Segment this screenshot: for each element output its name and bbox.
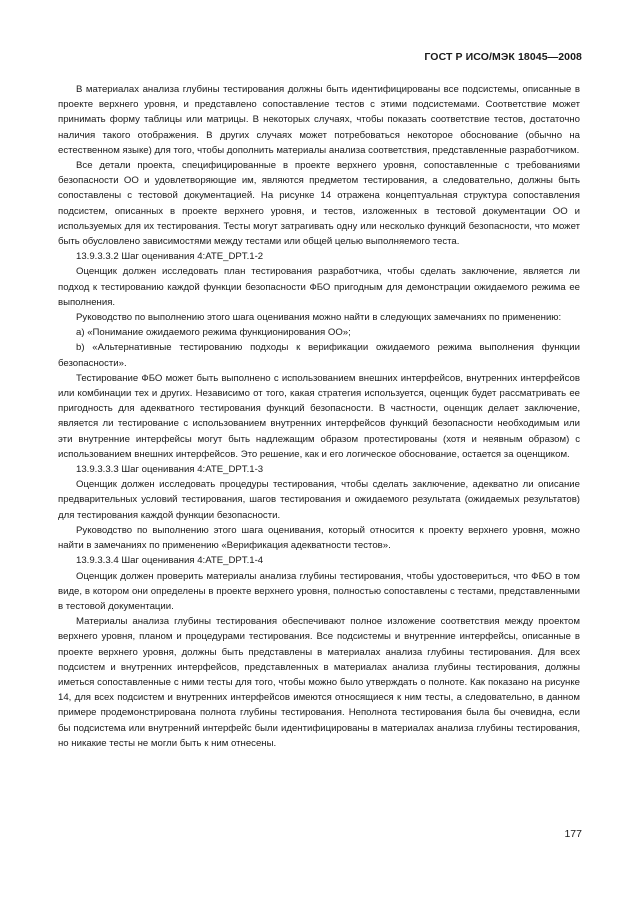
- paragraph: Материалы анализа глубины тестирования обеспечивают полное изложение соответствия между проектом верхнего уровня, планом и процедурами тестирования. Все подсистемы и внутренние интерфейсы, описанные в проекте верхнего уровня, должны быть представлены в материалах анализа глубины тестирования. Для всех подсистем и внутренних интерфейсов, представленных в материалах анализа глубины тестирования, должны иметься сопоставленные с ними тесты для того, чтобы можно было утверждать о полноте. Как показано на рисунке 14, для всех подсистем и внутренних интерфейсов имеются относящиеся к ним тесты, а следовательно, в данном примере продемонстрирована полнота глубины тестирования. Неполнота тестирования была бы очевидна, если бы подсистема или внутренний интерфейс были идентифицированы в материалах анализа глубины тестирования, но никакие тесты не могли быть к ним отнесены.: [58, 616, 580, 749]
- paragraph: Оценщик должен проверить материалы анализа глубины тестирования, чтобы удостовериться, что ФБО в том виде, в котором они определены в проекте верхнего уровня, полностью сопоставлены с тестами, представленными в тестовой документации.: [58, 570, 580, 612]
- paragraph: Оценщик должен исследовать план тестирования разработчика, чтобы сделать заключение, является ли подход к тестированию каждой функции безопасности ФБО пригодным для демонстрации ожидаемого режима ее выполнения.: [58, 266, 580, 308]
- section-heading: 13.9.3.3.4 Шаг оценивания 4:ATE_DPT.1-4: [76, 555, 264, 567]
- list-item: a) «Понимание ожидаемого режима функционирования ОО»;: [76, 327, 351, 339]
- section-heading: 13.9.3.3.2 Шаг оценивания 4:ATE_DPT.1-2: [76, 251, 264, 263]
- section-heading: 13.9.3.3.3 Шаг оценивания 4:ATE_DPT.1-3: [76, 464, 264, 476]
- list-item: b) «Альтернативные тестированию подходы к верификации ожидаемого режима выполнения функции безопасности».: [58, 342, 580, 369]
- paragraph: Оценщик должен исследовать процедуры тестирования, чтобы сделать заключение, адекватно ли описание предварительных условий тестирования, шагов тестирования и ожидаемого результата (ожидаемых результатов) для тестирования каждой функции безопасности.: [58, 479, 580, 521]
- paragraph: Тестирование ФБО может быть выполнено с использованием внешних интерфейсов, внутренних интерфейсов или комбинации тех и других. Независимо от того, какая стратегия используется, оценщик будет рассматривать ее пригодность для адекватного тестирования функций безопасности. В частности, оценщик делает заключение, является ли тестирование с использованием внутренних интерфейсов функций безопасности необходимым или эти внутренние интерфейсы могут быть надлежащим образом протестированы (хотя и неявным образом) с использованием внешних интерфейсов. Это решение, как и его логическое обоснование, остается за оценщиком.: [58, 372, 580, 460]
- page-number: 177: [564, 828, 582, 840]
- paragraph: Все детали проекта, специфицированные в проекте верхнего уровня, сопоставленные с требованиями безопасности ОО и удовлетворяющие им, являются предметом тестирования, а следовательно, должны быть сопоставлены с тестовой документацией. На рисунке 14 отражена концептуальная структура сопоставления подсистем, описанных в проекте верхнего уровня, и тестов, изложенных в тестовой документации ОО и используемых для их тестирования. Тесты могут затрагивать одну или несколько функций безопасности, что может быть обусловлено зависимостями между тестами или общей целью выполняемого теста.: [58, 160, 580, 248]
- paragraph: В материалах анализа глубины тестирования должны быть идентифицированы все подсистемы, описанные в проекте верхнего уровня, и представлено сопоставление тестов с этими подсистемами. Соответствие может принимать форму таблицы или матрицы. В некоторых случаях, чтобы показать соответствие тестов, достаточно наличия такого отображения. В других случаях может потребоваться некоторое обоснование (обычно на естественном языке) для того, чтобы дополнить материалы анализа соответствия, представленные разработчиком.: [58, 84, 580, 156]
- paragraph: Руководство по выполнению этого шага оценивания, который относится к проекту верхнего уровня, можно найти в замечаниях по применению «Верификация адекватности тестов».: [58, 524, 580, 552]
- paragraph: Руководство по выполнению этого шага оценивания можно найти в следующих замечаниях по применению:: [76, 312, 562, 324]
- document-header: ГОСТ Р ИСО/МЭК 18045—2008: [424, 51, 582, 63]
- document-body: [58, 82, 580, 751]
